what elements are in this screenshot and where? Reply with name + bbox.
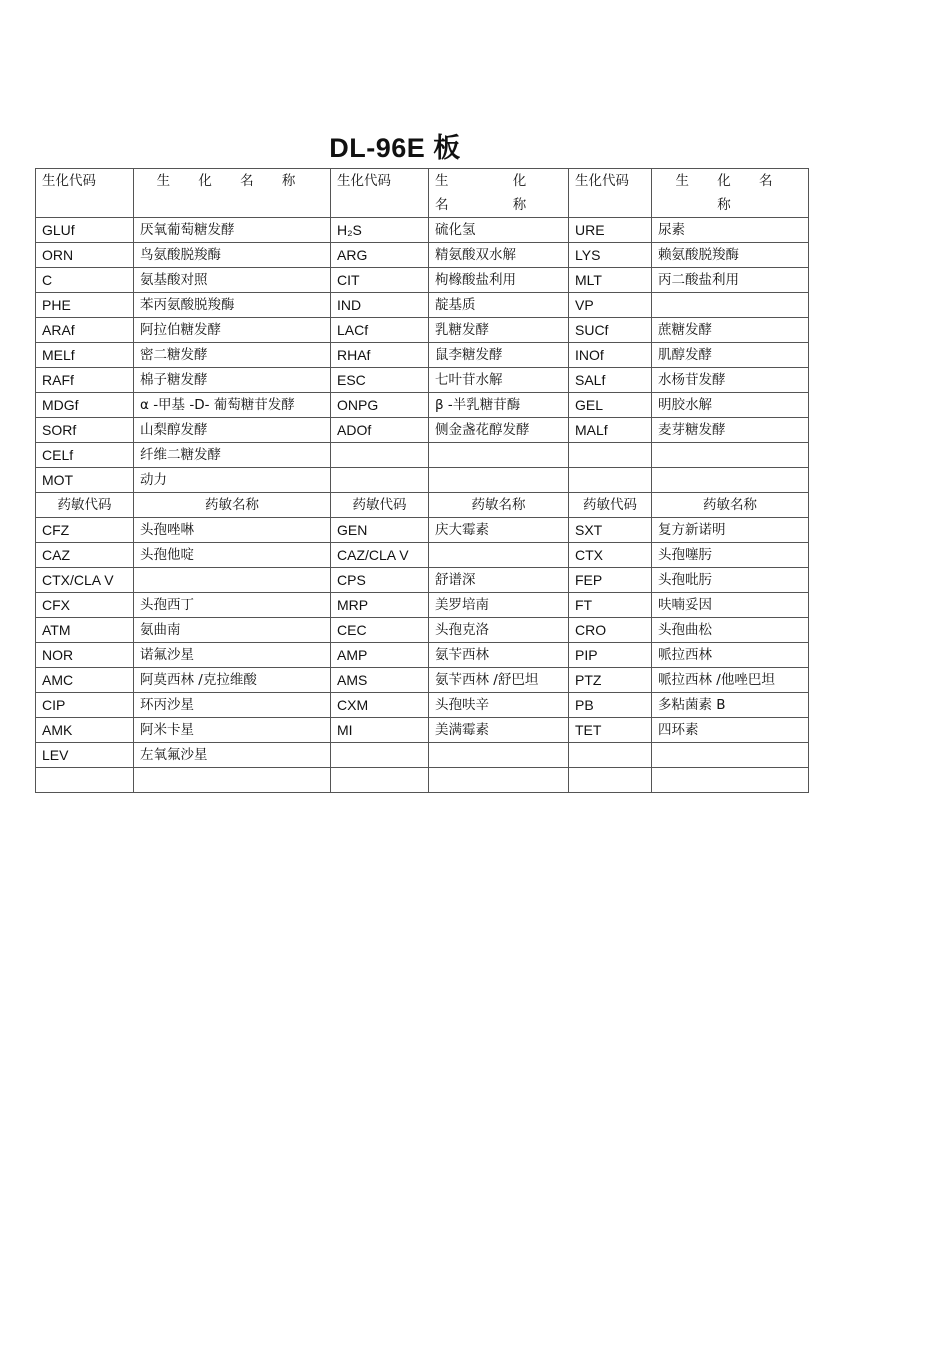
code-cell: ARG [331,243,429,268]
code-cell: RHAf [331,343,429,368]
code-cell: AMS [331,668,429,693]
code-cell [331,743,429,768]
name-cell [429,768,569,793]
name-cell [134,568,331,593]
code-cell: H₂S [331,218,429,243]
name-cell: 水杨苷发酵 [652,368,809,393]
biochem-row [36,418,809,443]
name-cell: 纤维二糖发酵 [134,443,331,468]
code-cell: MI [331,718,429,743]
code-cell: FEP [569,568,652,593]
name-cell: 氨苄西林 /舒巴坦 [429,668,569,693]
name-cell: 美满霉素 [429,718,569,743]
header-cell-name: 药敏名称 [429,493,569,518]
name-cell: 头孢唑啉 [134,518,331,543]
code-cell: URE [569,218,652,243]
code-cell: LYS [569,243,652,268]
name-cell: 庆大霉素 [429,518,569,543]
biochem-row [36,393,809,418]
code-cell [569,443,652,468]
drug-row [36,718,809,743]
header-cell-name: 药敏名称 [652,493,809,518]
name-cell: 诺氟沙星 [134,643,331,668]
biochem-row [36,293,809,318]
name-cell: 靛基质 [429,293,569,318]
code-cell: AMP [331,643,429,668]
drug-row [36,693,809,718]
name-cell: 蔗糖发酵 [652,318,809,343]
code-cell: CPS [331,568,429,593]
name-cell: 多粘菌素 B [652,693,809,718]
code-cell: ARAf [36,318,134,343]
code-cell [331,468,429,493]
name-cell: 阿拉伯糖发酵 [134,318,331,343]
name-cell [429,543,569,568]
name-cell: 明胶水解 [652,393,809,418]
name-cell: 头孢呋辛 [429,693,569,718]
name-cell [652,443,809,468]
code-cell: GLUf [36,218,134,243]
name-cell [134,768,331,793]
header-cell-name: 生 化 名 称 [429,169,569,218]
code-cell: GEL [569,393,652,418]
code-cell: IND [331,293,429,318]
code-cell: GEN [331,518,429,543]
header-cell-name: 生 化 名 称 [134,169,331,218]
code-cell: ATM [36,618,134,643]
name-cell: 阿米卡星 [134,718,331,743]
name-cell [652,293,809,318]
name-cell: 七叶苷水解 [429,368,569,393]
code-cell: CFX [36,593,134,618]
name-cell: 环丙沙星 [134,693,331,718]
code-cell [569,743,652,768]
code-cell: INOf [569,343,652,368]
name-cell: 头孢克洛 [429,618,569,643]
drug-row [36,593,809,618]
code-cell: PIP [569,643,652,668]
biochem-row [36,218,809,243]
name-cell: 枸橼酸盐利用 [429,268,569,293]
code-cell: ADOf [331,418,429,443]
code-cell: CXM [331,693,429,718]
panel-table [35,168,809,793]
name-cell: 肌醇发酵 [652,343,809,368]
code-cell: CAZ/CLA V [331,543,429,568]
name-cell: 美罗培南 [429,593,569,618]
code-cell: MLT [569,268,652,293]
header-cell-name: 生 化 名 称 [652,169,809,218]
code-cell: MDGf [36,393,134,418]
code-cell: CTX/CLA V [36,568,134,593]
name-cell: 左氧氟沙星 [134,743,331,768]
biochem-row [36,318,809,343]
biochem-row [36,443,809,468]
code-cell: MELf [36,343,134,368]
header-cell-name: 药敏名称 [134,493,331,518]
biochem-row [36,368,809,393]
name-cell: 密二糖发酵 [134,343,331,368]
biochem-row [36,243,809,268]
code-cell: MRP [331,593,429,618]
code-cell: ESC [331,368,429,393]
name-cell: 四环素 [652,718,809,743]
name-cell: 麦芽糖发酵 [652,418,809,443]
code-cell: LACf [331,318,429,343]
biochem-row [36,343,809,368]
code-cell: SORf [36,418,134,443]
header-cell-code: 生化代码 [36,169,134,218]
name-cell: 头孢曲松 [652,618,809,643]
name-cell [429,443,569,468]
biochem-header-row [36,169,809,218]
code-cell [36,768,134,793]
name-cell: 棉子糖发酵 [134,368,331,393]
name-cell: α -甲基 -D- 葡萄糖苷发酵 [134,393,331,418]
name-cell: 舒谱深 [429,568,569,593]
name-cell: 阿莫西林 /克拉维酸 [134,668,331,693]
code-cell [569,768,652,793]
code-cell: PHE [36,293,134,318]
name-cell: 头孢吡肟 [652,568,809,593]
name-cell: 鸟氨酸脱羧酶 [134,243,331,268]
code-cell: MOT [36,468,134,493]
code-cell: TET [569,718,652,743]
name-cell [429,743,569,768]
drug-row [36,768,809,793]
name-cell: 氨苄西林 [429,643,569,668]
name-cell: 赖氨酸脱羧酶 [652,243,809,268]
code-cell: VP [569,293,652,318]
name-cell: 尿素 [652,218,809,243]
code-cell [331,443,429,468]
code-cell: CRO [569,618,652,643]
code-cell: PTZ [569,668,652,693]
code-cell: CEC [331,618,429,643]
drug-row [36,743,809,768]
name-cell: 鼠李糖发酵 [429,343,569,368]
code-cell: ORN [36,243,134,268]
name-cell: 厌氧葡萄糖发酵 [134,218,331,243]
name-cell: 氨基酸对照 [134,268,331,293]
name-cell: 硫化氢 [429,218,569,243]
code-cell: AMC [36,668,134,693]
name-cell [652,468,809,493]
header-cell-code: 药敏代码 [569,493,652,518]
name-cell [429,468,569,493]
name-cell: 动力 [134,468,331,493]
code-cell: MALf [569,418,652,443]
name-cell: 丙二酸盐利用 [652,268,809,293]
name-cell: 氨曲南 [134,618,331,643]
name-cell [652,743,809,768]
name-cell: 头孢噻肟 [652,543,809,568]
code-cell: PB [569,693,652,718]
code-cell: CFZ [36,518,134,543]
code-cell: FT [569,593,652,618]
drug-row [36,668,809,693]
biochem-row [36,468,809,493]
name-cell: 复方新诺明 [652,518,809,543]
header-cell-code: 生化代码 [569,169,652,218]
code-cell [331,768,429,793]
code-cell: CTX [569,543,652,568]
code-cell: RAFf [36,368,134,393]
header-cell-code: 药敏代码 [36,493,134,518]
name-cell: 精氨酸双水解 [429,243,569,268]
header-cell-code: 药敏代码 [331,493,429,518]
code-cell: CIP [36,693,134,718]
code-cell: LEV [36,743,134,768]
name-cell [652,768,809,793]
name-cell: 哌拉西林 [652,643,809,668]
code-cell: ONPG [331,393,429,418]
name-cell: 头孢他啶 [134,543,331,568]
name-cell: 头孢西丁 [134,593,331,618]
code-cell: CELf [36,443,134,468]
document-title: DL-96E 板 [329,133,461,163]
drug-row [36,543,809,568]
code-cell: CIT [331,268,429,293]
name-cell: 乳糖发酵 [429,318,569,343]
code-cell: CAZ [36,543,134,568]
drug-row [36,568,809,593]
code-cell: SXT [569,518,652,543]
code-cell: C [36,268,134,293]
biochem-row [36,268,809,293]
drug-row [36,618,809,643]
name-cell: 哌拉西林 /他唑巴坦 [652,668,809,693]
code-cell: AMK [36,718,134,743]
name-cell: β -半乳糖苷酶 [429,393,569,418]
name-cell: 苯丙氨酸脱羧酶 [134,293,331,318]
code-cell: SUCf [569,318,652,343]
header-cell-code: 生化代码 [331,169,429,218]
name-cell: 山梨醇发酵 [134,418,331,443]
drug-row [36,518,809,543]
drug-header-row [36,493,809,518]
drug-row [36,643,809,668]
code-cell [569,468,652,493]
name-cell: 侧金盏花醇发酵 [429,418,569,443]
code-cell: SALf [569,368,652,393]
code-cell: NOR [36,643,134,668]
name-cell: 呋喃妥因 [652,593,809,618]
